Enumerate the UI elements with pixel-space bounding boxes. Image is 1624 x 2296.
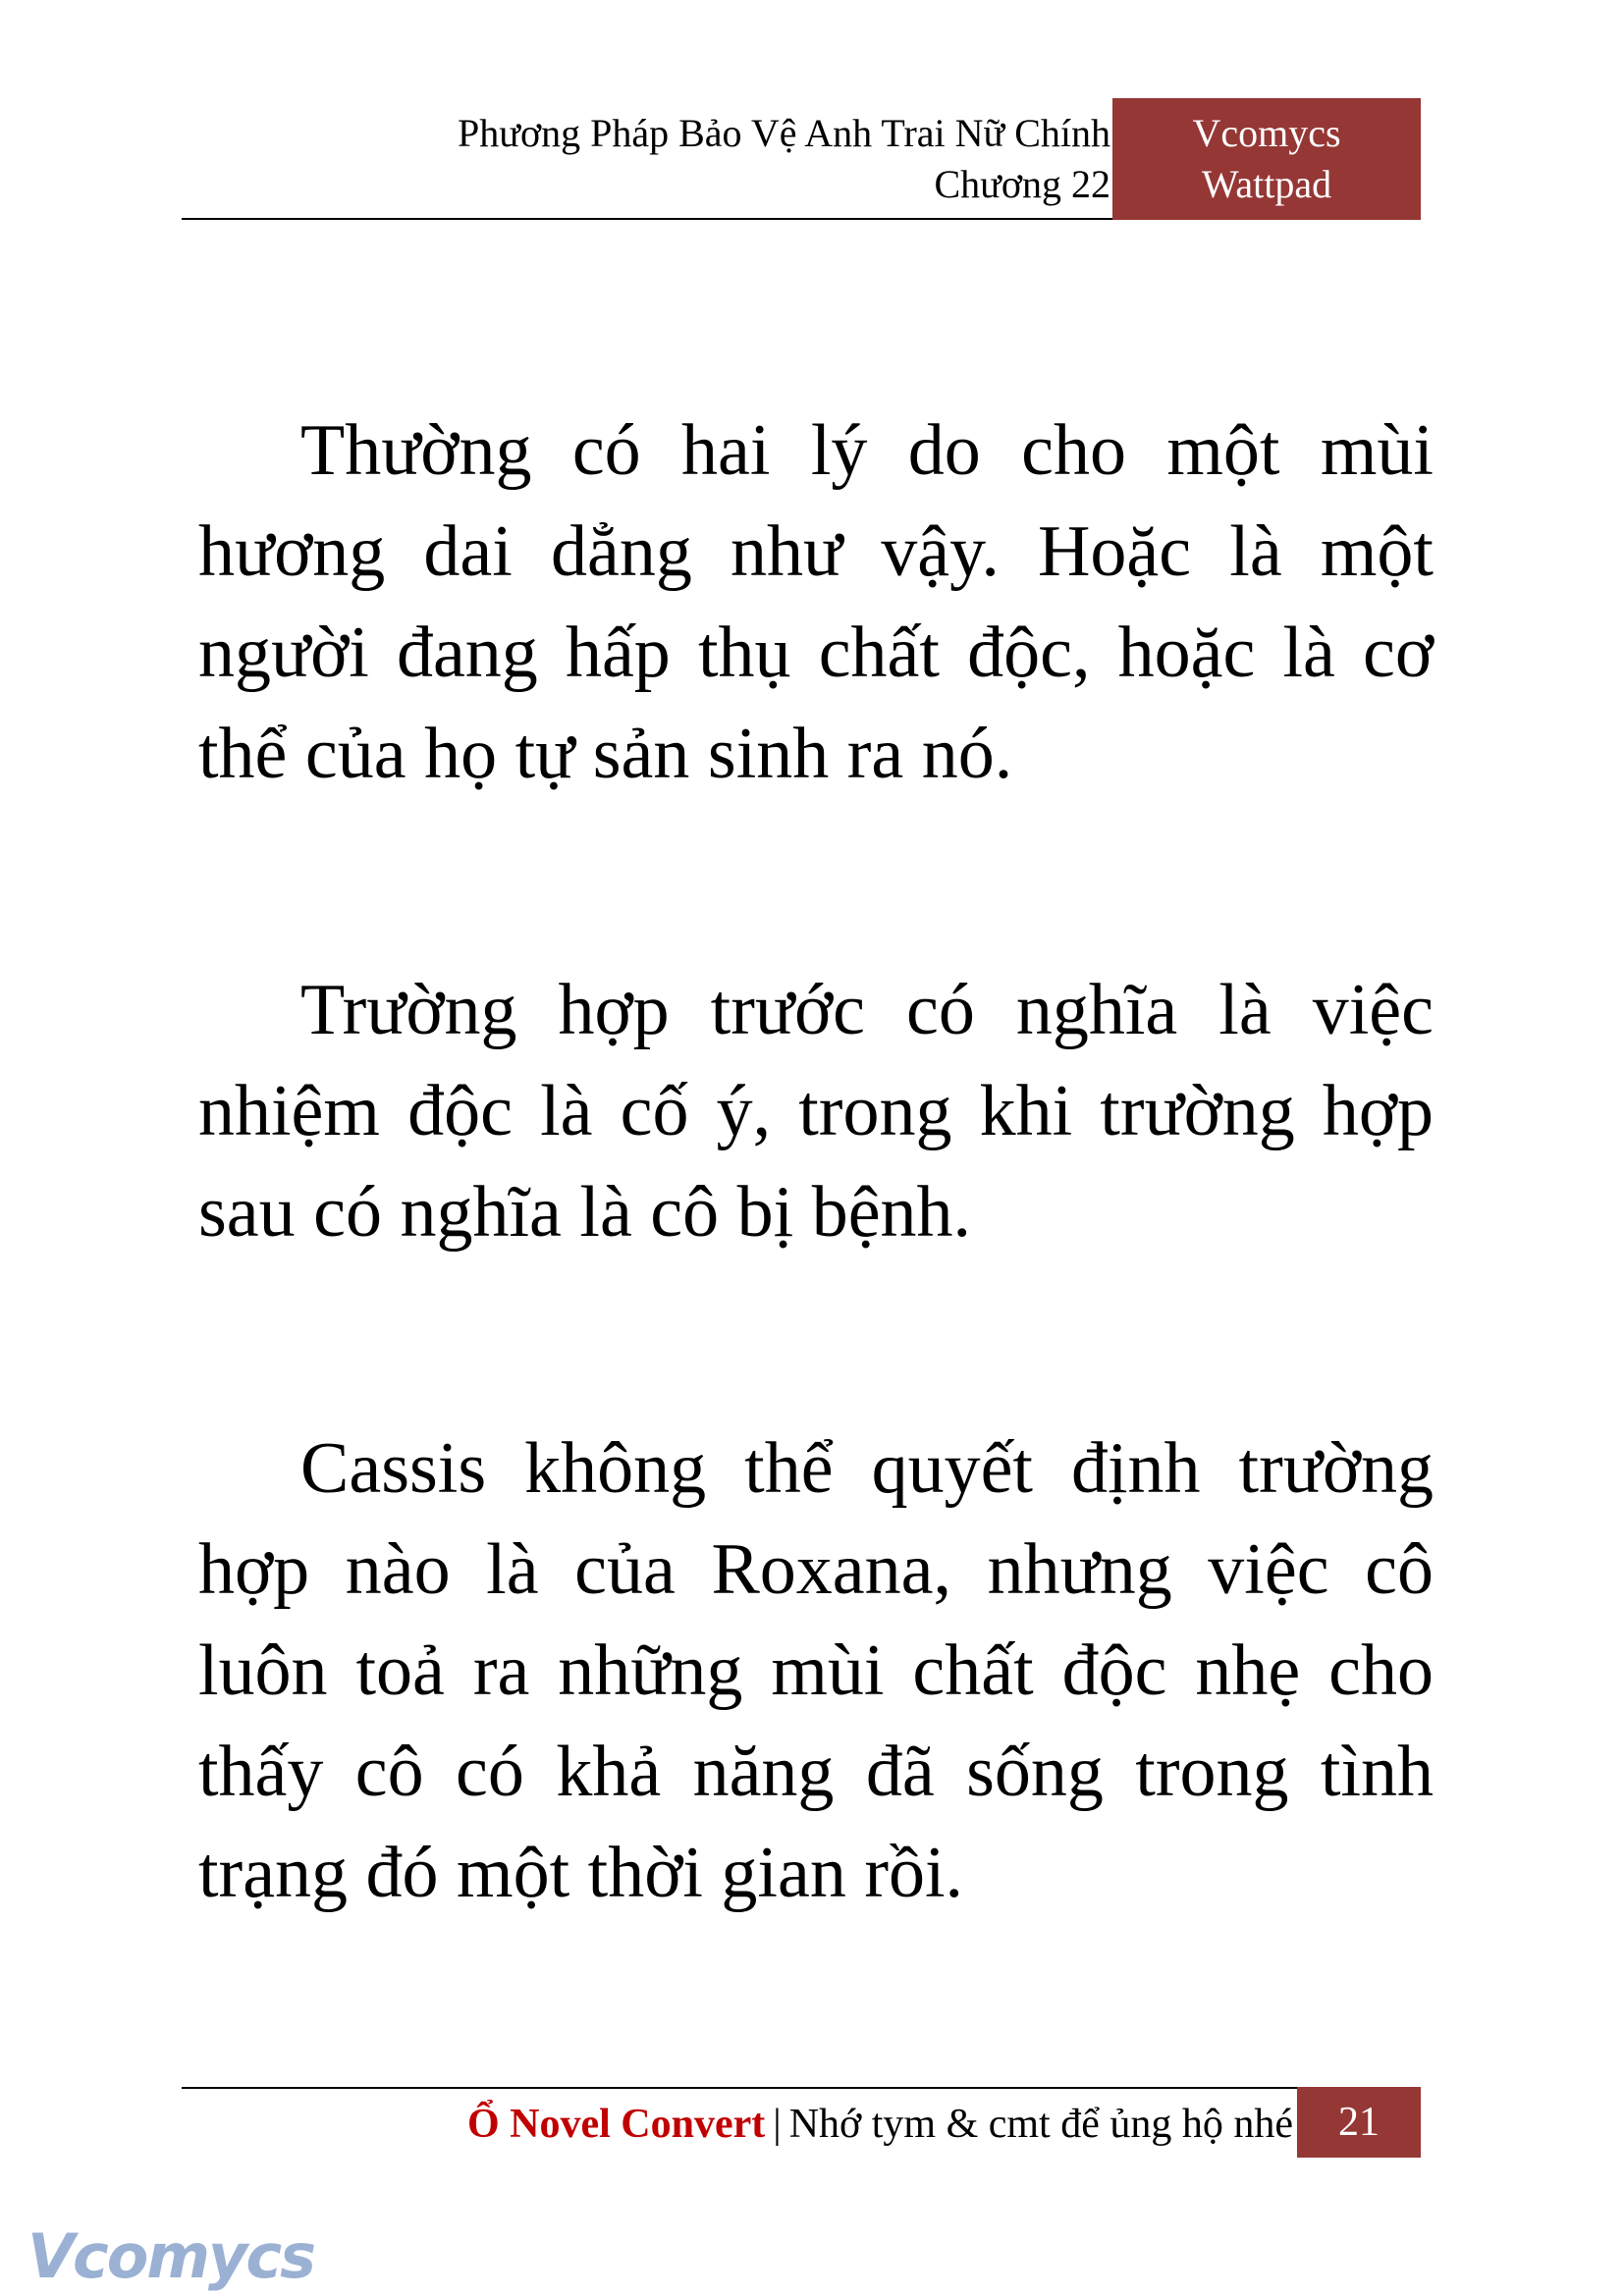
- site-name-primary: Vcomycs: [1192, 111, 1341, 155]
- footer-brand: Ổ Novel Convert: [466, 2102, 766, 2147]
- paragraph: Cassis không thể quyết định trường hợp nào là của Roxana, nhưng việc cô luôn toả ra những mùi chất độc nhẹ cho thấy cô có khả năng đã sống trong tình trạng đó một thời gian rồi.: [198, 1428, 1434, 1913]
- header-title-block: [458, 108, 1110, 210]
- paragraph: Thường có hai lý do cho một mùi hương dai dẳng như vậy. Hoặc là một người đang hấp thụ chất độc, hoặc là cơ thể của họ tự sản sinh ra nó.: [198, 410, 1434, 794]
- footer-separator: |: [773, 2102, 782, 2147]
- page-header: [182, 98, 1421, 220]
- footer-message: Nhớ tym & cmt để ủng hộ nhé: [788, 2102, 1293, 2147]
- page-number: 21: [1297, 2087, 1421, 2158]
- watermark-logo: Vcomycs: [27, 2220, 315, 2292]
- footer-text: [467, 2097, 1293, 2152]
- paragraph: Trường hợp trước có nghĩa là việc nhiệm độc là cố ý, trong khi trường hợp sau có nghĩa là cô bị bệnh.: [198, 970, 1434, 1253]
- page-footer: [182, 2087, 1421, 2158]
- header-divider: [182, 218, 1112, 220]
- chapter-label: Chương 22: [934, 162, 1110, 206]
- book-title: Phương Pháp Bảo Vệ Anh Trai Nữ Chính: [458, 111, 1110, 155]
- header-site-badge: [1112, 98, 1421, 220]
- chapter-body: [198, 400, 1434, 2079]
- site-name-secondary: Wattpad: [1201, 162, 1332, 206]
- footer-divider: [182, 2087, 1421, 2089]
